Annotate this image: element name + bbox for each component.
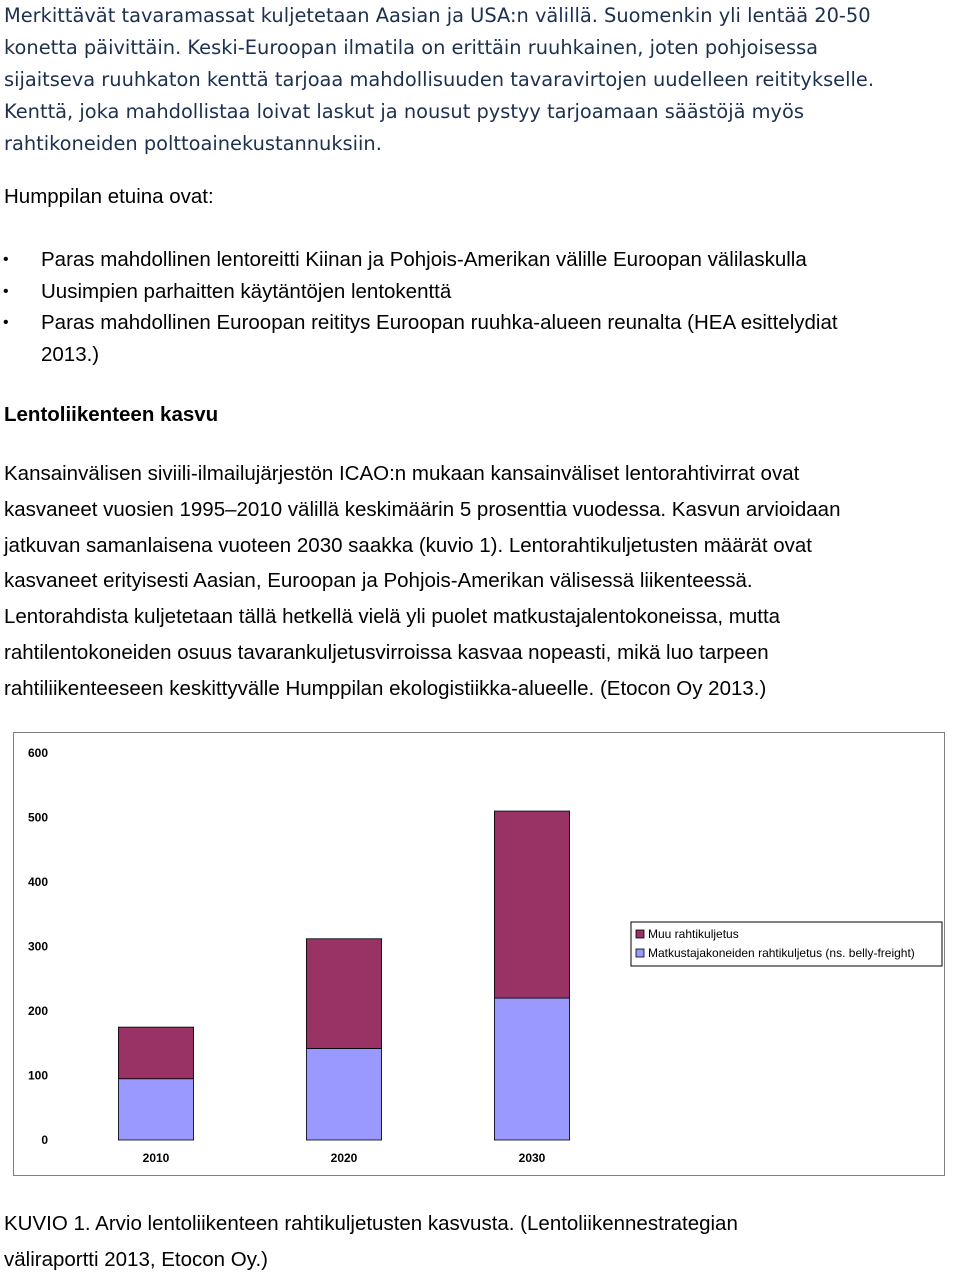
paragraph-line: sijaitseva ruuhkaton kenttä tarjoaa mahdollisuuden tavaravirtojen uudelleen reititykselle. xyxy=(4,68,874,91)
y-tick-label: 100 xyxy=(27,1068,48,1083)
y-tick-label: 500 xyxy=(27,810,48,825)
legend-swatch xyxy=(636,930,644,938)
paragraph-line: jatkuvan samanlaisena vuoteen 2030 saakka (kuvio 1). Lentorahtikuljetusten määrät ovat xyxy=(4,533,812,557)
list-item-text: Paras mahdollinen Euroopan reititys Euroopan ruuhka-alueen reunalta (HEA esittelydiat xyxy=(41,311,838,334)
bar-segment-other-freight xyxy=(118,1027,193,1079)
chart-canvas xyxy=(14,733,944,1175)
legend-label: Matkustajakoneiden rahtikuljetus (ns. belly-freight) xyxy=(648,946,915,960)
list-item xyxy=(0,307,960,339)
caption-line: KUVIO 1. Arvio lentoliikenteen rahtikuljetusten kasvusta. (Lentoliikennestrategian xyxy=(4,1212,738,1235)
y-tick-label: 200 xyxy=(27,1004,48,1018)
paragraph-line: konetta päivittäin. Keski-Euroopan ilmatila on erittäin ruuhkainen, joten pohjoisessa xyxy=(4,36,819,59)
paragraph-line: rahtilentokoneiden osuus tavarankuljetusvirroissa kasvaa nopeasti, mikä luo tarpeen xyxy=(4,640,769,664)
bar-segment-belly-freight xyxy=(118,1079,193,1140)
paragraph-line: rahtiliikenteeseen keskittyvälle Humppilan ekologistiikka-alueelle. (Etocon Oy 2013.) xyxy=(4,676,767,700)
advantages-list xyxy=(0,244,960,370)
y-tick-label: 400 xyxy=(27,875,48,889)
bar-segment-belly-freight xyxy=(494,998,569,1140)
list-item xyxy=(0,276,960,308)
growth-paragraph xyxy=(4,456,956,707)
bullet-icon: • xyxy=(3,314,9,331)
bar-segment-other-freight xyxy=(494,811,569,998)
figure-caption xyxy=(4,1206,956,1278)
list-item-continuation: 2013.) xyxy=(41,342,100,366)
x-tick-label: 2010 xyxy=(142,1151,170,1165)
caption-line: väliraportti 2013, Etocon Oy.) xyxy=(4,1248,268,1271)
paragraph-line: Lentorahdista kuljetetaan tällä hetkellä vielä yli puolet matkustajalentokoneissa, mutta xyxy=(4,605,781,629)
bar-segment-belly-freight xyxy=(306,1048,381,1140)
list-item-text: Paras mahdollinen lentoreitti Kiinan ja Pohjois-Amerikan välille Euroopan välilaskulla xyxy=(41,248,807,271)
bar-segment-other-freight xyxy=(306,939,381,1049)
x-tick-label: 2020 xyxy=(330,1151,358,1165)
freight-growth-chart xyxy=(13,732,945,1176)
paragraph-line: Kansainvälisen siviili-ilmailujärjestön ICAO:n mukaan kansainväliset lentorahtivirrat ovat xyxy=(4,462,800,485)
section-heading: Lentoliikenteen kasvu xyxy=(4,403,219,426)
paragraph-line: kasvaneet vuosien 1995–2010 välillä keskimäärin 5 prosenttia vuodessa. Kasvun arvioidaan xyxy=(4,497,841,521)
paragraph-line: Merkittävät tavaramassat kuljetetaan Aasian ja USA:n välillä. Suomenkin yli lentää 20-50 xyxy=(4,4,871,27)
advantages-intro: Humppilan etuina ovat: xyxy=(4,185,214,208)
paragraph-line: kasvaneet erityisesti Aasian, Euroopan ja Pohjois-Amerikan välisessä liikenteessä. xyxy=(4,569,753,593)
legend-swatch xyxy=(636,949,644,957)
bullet-icon: • xyxy=(3,282,9,300)
y-tick-label: 0 xyxy=(41,1133,48,1147)
legend-label: Muu rahtikuljetus xyxy=(648,927,739,941)
paragraph-line: rahtikoneiden polttoainekustannuksiin. xyxy=(4,132,382,155)
list-item-text: Uusimpien parhaitten käytäntöjen lentokenttä xyxy=(41,279,452,303)
bullet-icon: • xyxy=(3,251,9,268)
list-item xyxy=(0,244,960,276)
paragraph-line: Kenttä, joka mahdollistaa loivat laskut ja nousut pystyy tarjoamaan säästöjä myös xyxy=(4,100,804,123)
x-tick-label: 2030 xyxy=(518,1151,546,1165)
y-tick-label: 300 xyxy=(27,939,48,954)
intro-paragraph xyxy=(4,0,956,160)
y-tick-label: 600 xyxy=(27,746,48,760)
